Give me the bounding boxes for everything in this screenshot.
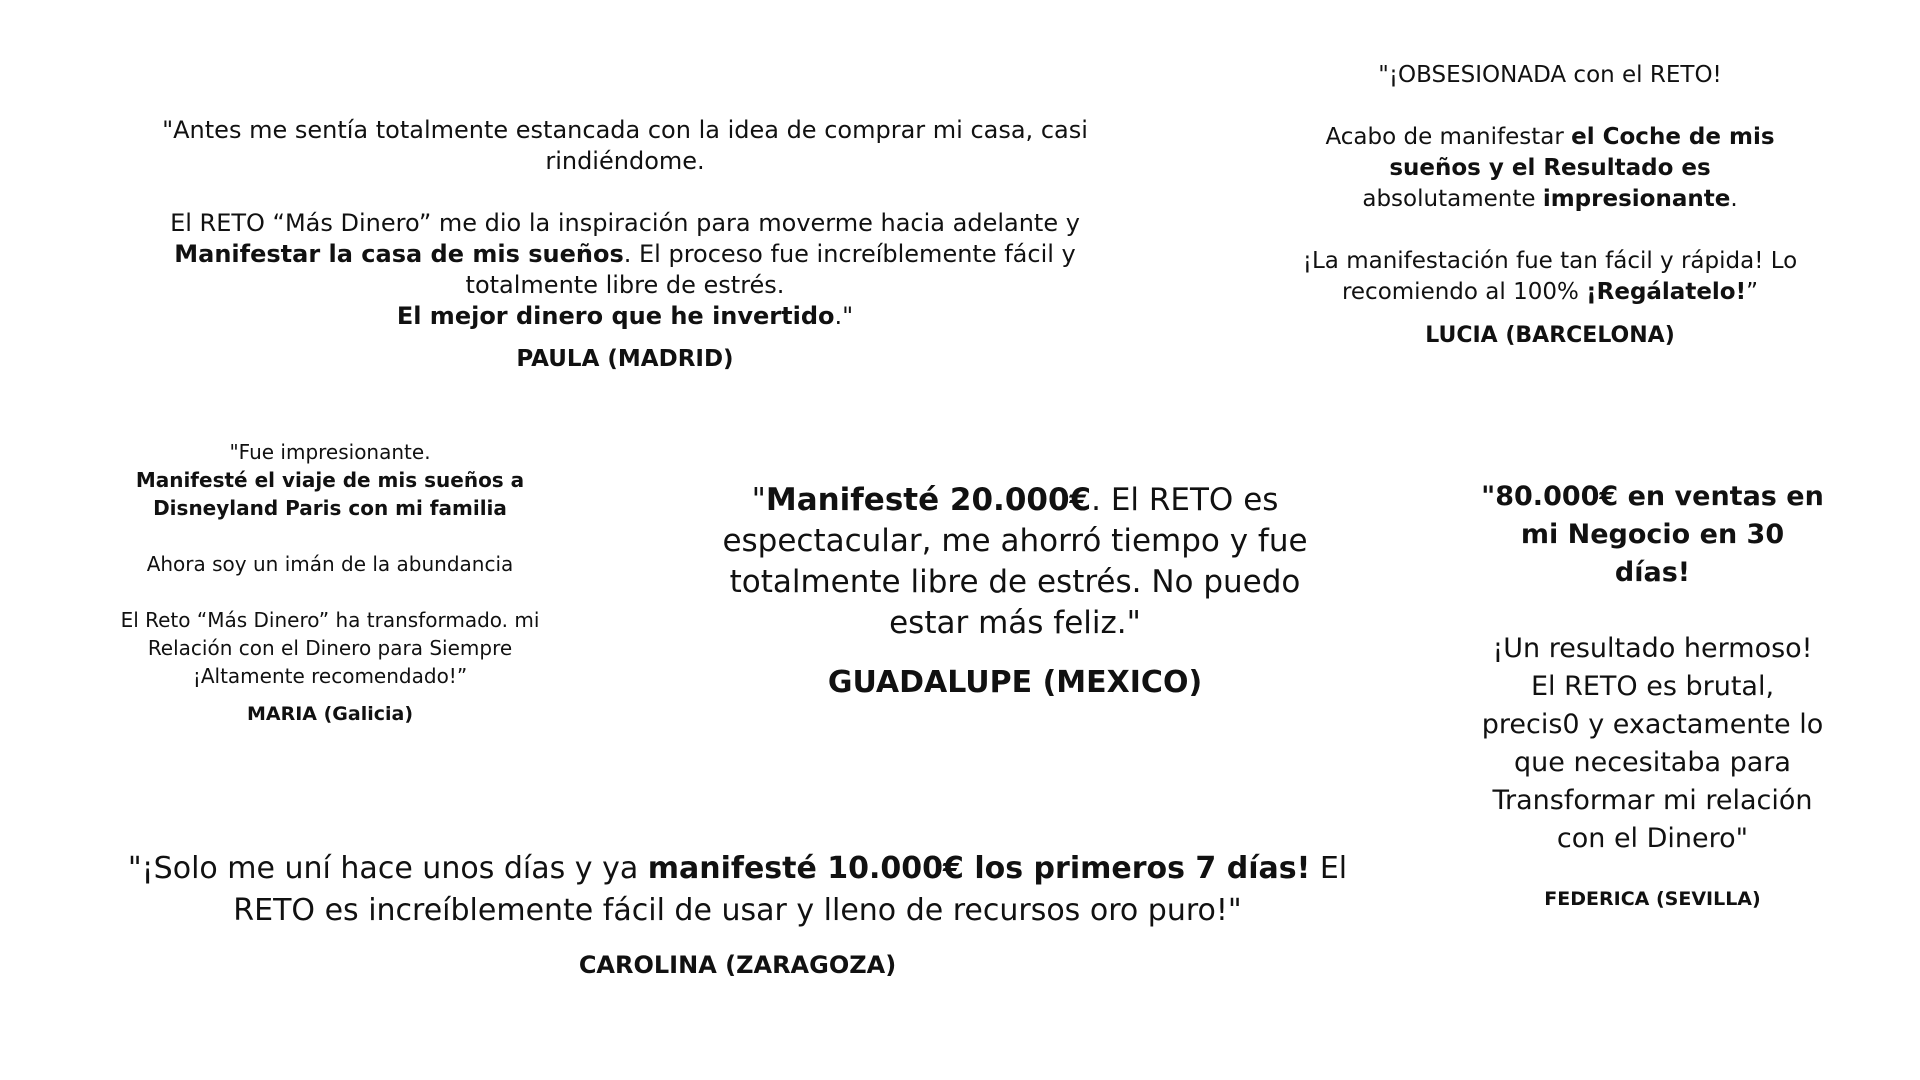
spacer bbox=[1300, 91, 1800, 122]
quote-line: ¡Un resultado hermoso! El RETO es brutal, precis0 y exactamente lo que necesitaba para Transformar mi relación con el Dinero" bbox=[1481, 633, 1824, 854]
quote-text: . El RETO es espectacular, me ahorró tiempo y fue totalmente libre de estrés. No puedo estar más feliz." bbox=[722, 482, 1308, 641]
spacer bbox=[1300, 215, 1800, 246]
testimonial-text bbox=[1300, 246, 1800, 308]
testimonial-federica bbox=[1480, 478, 1825, 918]
testimonial-text bbox=[110, 208, 1140, 332]
quote-text: . bbox=[1730, 186, 1738, 212]
testimonial-guadalupe bbox=[700, 480, 1330, 703]
spacer bbox=[110, 578, 550, 606]
testimonial-text bbox=[1300, 60, 1800, 91]
testimonial-text bbox=[1480, 630, 1825, 858]
testimonial-text bbox=[110, 606, 550, 690]
quote-highlight: Manifesté el viaje de mis sueños a Disneyland Paris con mi familia bbox=[135, 468, 525, 520]
spacer bbox=[110, 522, 550, 550]
testimonial-author: CAROLINA (ZARAGOZA) bbox=[578, 951, 897, 979]
quote-text: . El proceso fue increíblemente fácil y totalmente libre de estrés. bbox=[465, 240, 1076, 299]
quote-highlight: ¡Regálatelo! bbox=[1586, 279, 1747, 305]
testimonial-author: FEDERICA (SEVILLA) bbox=[1544, 888, 1761, 910]
spacer bbox=[110, 177, 1140, 208]
quote-highlight: impresionante bbox=[1542, 186, 1731, 212]
quote-text: absolutamente bbox=[1362, 186, 1543, 212]
testimonial-paula bbox=[110, 115, 1140, 375]
quote-highlight: El mejor dinero que he invertido bbox=[396, 302, 835, 330]
testimonial-headline bbox=[1480, 478, 1825, 592]
testimonial-text bbox=[110, 550, 550, 578]
testimonial-text bbox=[1300, 122, 1800, 215]
testimonial-author: MARIA (Galicia) bbox=[246, 703, 414, 725]
quote-text: Acabo de manifestar bbox=[1325, 124, 1572, 150]
quote-line: "Fue impresionante. bbox=[229, 440, 431, 464]
testimonial-text bbox=[700, 480, 1330, 644]
testimonial-maria bbox=[110, 438, 550, 728]
testimonial-author: LUCIA (BARCELONA) bbox=[1425, 323, 1675, 348]
testimonial-author: GUADALUPE (MEXICO) bbox=[827, 665, 1203, 700]
quote-highlight: Manifestar la casa de mis sueños bbox=[174, 240, 624, 268]
quote-text: El RETO “Más Dinero” me dio la inspiración para moverme hacia adelante y bbox=[170, 209, 1080, 237]
quote-line: "Antes me sentía totalmente estancada con la idea de comprar mi casa, casi rindiéndome. bbox=[162, 116, 1088, 175]
quote-highlight: Manifesté 20.000€ bbox=[765, 482, 1092, 518]
quote-highlight: "80.000€ en ventas en mi Negocio en 30 días! bbox=[1481, 481, 1824, 588]
quote-text: ¡La manifestación fue tan fácil y rápida! Lo recomiendo al 100% bbox=[1302, 248, 1798, 305]
quote-text: "¡Solo me uní hace unos días y ya bbox=[127, 851, 648, 886]
testimonial-text bbox=[120, 848, 1355, 932]
quote-line: El Reto “Más Dinero” ha transformado. mi Relación con el Dinero para Siempre ¡Altamente recomendado!” bbox=[120, 608, 540, 688]
testimonial-carolina bbox=[120, 848, 1355, 986]
testimonial-text bbox=[110, 115, 1140, 177]
quote-highlight: manifesté 10.000€ los primeros 7 días! bbox=[647, 851, 1311, 886]
quote-mark: " bbox=[751, 482, 766, 518]
spacer bbox=[1480, 592, 1825, 630]
quote-text: ." bbox=[834, 302, 854, 330]
testimonial-author: PAULA (MADRID) bbox=[516, 346, 734, 372]
quote-text: ” bbox=[1746, 279, 1759, 305]
quote-highlight: el Coche de mis sueños y el Resultado es bbox=[1389, 124, 1775, 181]
testimonial-text bbox=[110, 438, 550, 522]
quote-text: El RETO es increíblemente fácil de usar y lleno de recursos oro puro!" bbox=[233, 851, 1348, 928]
testimonial-lucia bbox=[1300, 60, 1800, 351]
quote-line: "¡OBSESIONADA con el RETO! bbox=[1378, 62, 1722, 88]
quote-line: Ahora soy un imán de la abundancia bbox=[146, 552, 514, 576]
